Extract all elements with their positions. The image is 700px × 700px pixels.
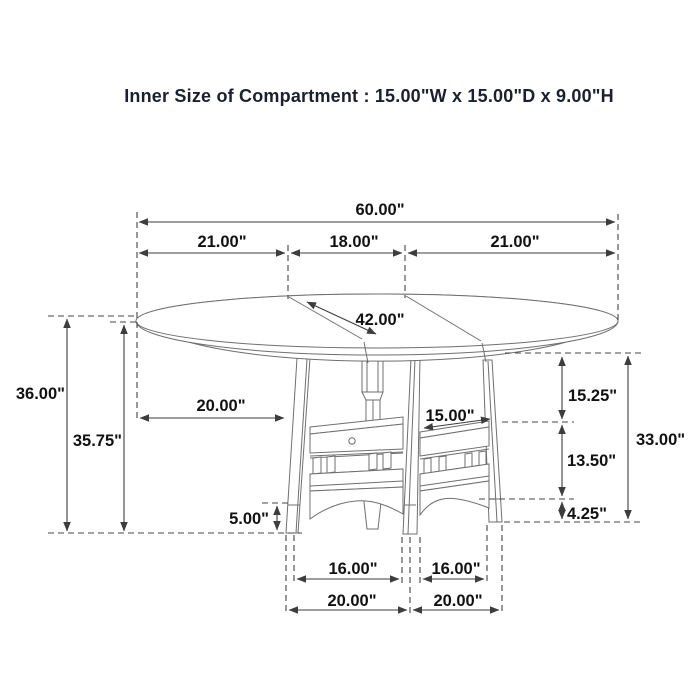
dim-label-top-overhang: 20.00" xyxy=(196,397,246,415)
dim-label-compartment-width: 15.00" xyxy=(425,407,475,425)
dim-label-foot-height: 5.00" xyxy=(229,510,269,528)
compartment-side xyxy=(420,421,489,515)
dimension-annotations xyxy=(16,201,685,614)
dim-label-overall-height: 36.00" xyxy=(15,385,65,403)
dim-label-base-height: 33.00" xyxy=(636,431,686,449)
front-left-leg xyxy=(286,358,310,533)
dim-label-height-under-top: 35.75" xyxy=(72,432,122,450)
dim-label-outer-leg-span-side: 20.00" xyxy=(433,592,483,610)
front-arch-skirt xyxy=(310,487,403,519)
dim-label-left-section: 21.00" xyxy=(197,233,247,251)
dim-label-apron-to-shelf: 15.25" xyxy=(568,387,618,405)
front-center-leg xyxy=(403,358,420,534)
dim-label-overall-width: 60.00" xyxy=(355,201,405,219)
extension-lines xyxy=(48,212,641,614)
dim-label-shelf-to-skirt: 13.50" xyxy=(567,452,617,470)
dim-label-right-section: 21.00" xyxy=(490,233,540,251)
dim-label-inner-leg-span-front: 16.00" xyxy=(328,560,378,578)
center-column xyxy=(362,356,383,422)
dim-label-outer-leg-span-front: 20.00" xyxy=(327,592,377,610)
compartment-front xyxy=(310,417,403,519)
dim-label-leaf: 18.00" xyxy=(329,233,379,251)
dim-label-inner-leg-span-side: 16.00" xyxy=(431,560,481,578)
dim-label-table-depth: 42.00" xyxy=(355,311,405,329)
pedestal-base xyxy=(286,356,502,534)
dim-label-skirt-to-floor: 4.25" xyxy=(567,505,607,523)
page-title: Inner Size of Compartment : 15.00"W x 15.00"D x 9.00"H xyxy=(124,86,614,106)
drawer-knob-icon xyxy=(349,438,355,444)
